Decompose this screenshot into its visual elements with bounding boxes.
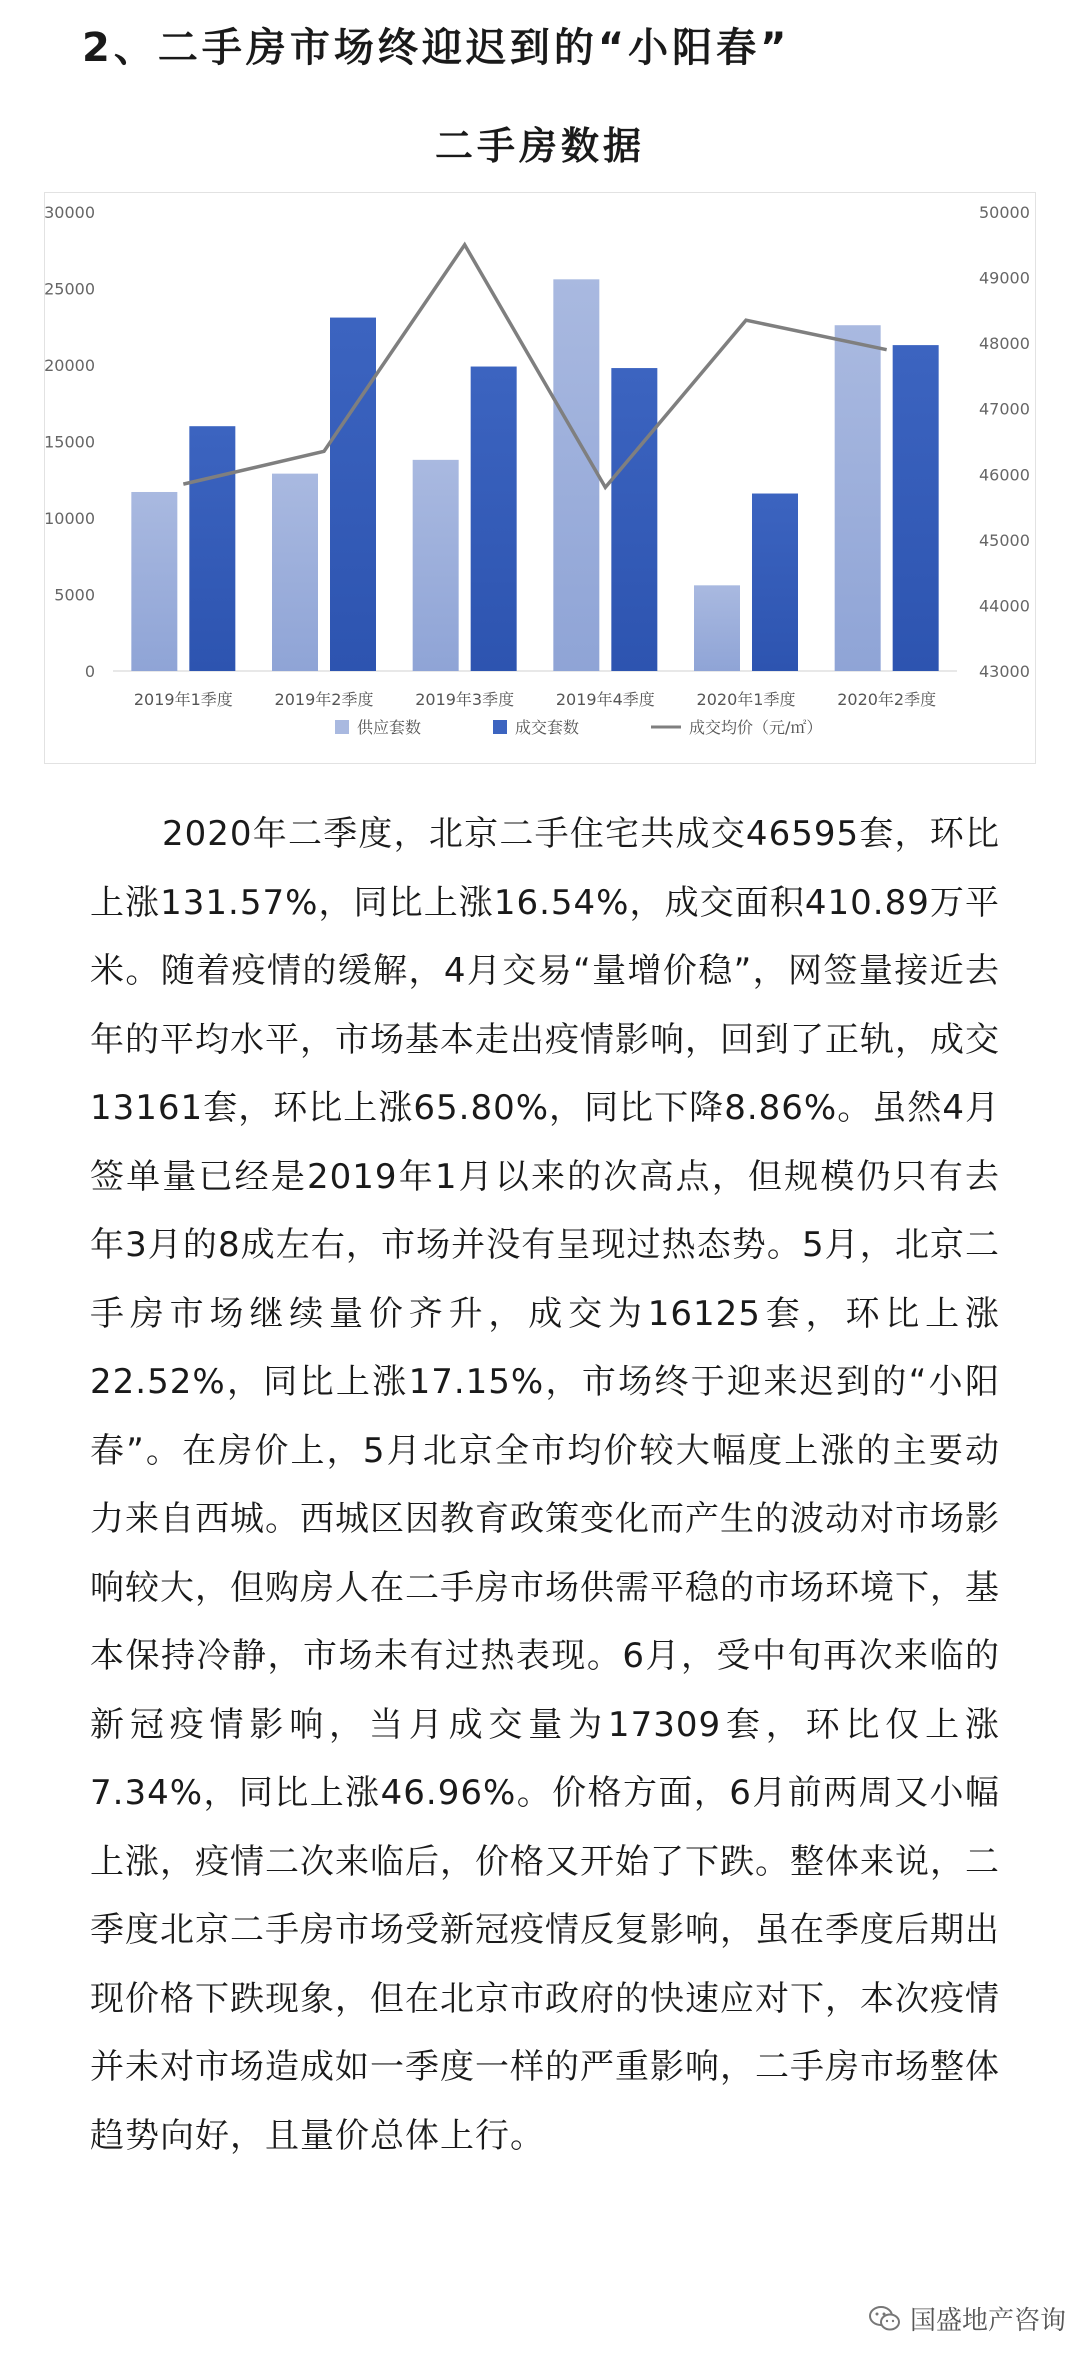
y-tick-label: 20000: [45, 356, 95, 375]
supply-bar: [413, 460, 459, 671]
y-tick-label: 5000: [54, 585, 95, 605]
x-tick-label: 2020年1季度: [696, 690, 796, 709]
chart-container: [44, 192, 1036, 764]
x-tick-label: 2019年2季度: [274, 690, 374, 709]
deal-bar: [330, 318, 376, 671]
y2-tick-label: 47000: [979, 399, 1030, 419]
y2-tick-label: 43000: [979, 662, 1030, 681]
legend-label: 成交均价（元/㎡）: [689, 718, 823, 737]
supply-bar: [694, 585, 740, 671]
article-text: 2020年二季度，北京二手住宅共成交46595套，环比上涨131.57%，同比上涨16.54%，成交面积410.89万平米。随着疫情的缓解，4月交易“量增价稳”，网签量接近去年的平均水平，市场基本走出疫情影响，回到了正轨，成交13161套，环比上涨65.80%，同比下降8.86%。虽然4月签单量已经是2019年1月以来的次高点，但规模仍只有去年3月的8成左右，市场并没有呈现过热态势。5月，北京二手房市场继续量价齐升，成交为16125套，环比上涨22.52%，同比上涨17.15%，市场终于迎来迟到的“小阳春”。在房价上，5月北京全市均价较大幅度上涨的主要动力来自西城。西城区因教育政策变化而产生的波动对市场影响较大，但购房人在二手房市场供需平稳的市场环境下，基本保持冷静，市场未有过热表现。6月，受中旬再次来临的新冠疫情影响，当月成交量为17309套，环比仅上涨7.34%，同比上涨46.96%。价格方面，6月前两周又小幅上涨，疫情二次来临后，价格又开始了下跌。整体来说，二季度北京二手房市场受新冠疫情反复影响，虽在季度后期出现价格下跌现象，但在北京市政府的快速应对下，本次疫情并未对市场造成如一季度一样的严重影响，二手房市场整体趋势向好，且量价总体上行。: [90, 814, 1000, 2156]
article-paragraph: [90, 800, 1000, 2170]
y-tick-label: 15000: [45, 432, 95, 452]
legend-swatch: [335, 720, 349, 734]
y2-tick-label: 48000: [979, 334, 1030, 354]
supply-bar: [272, 474, 318, 671]
y-tick-label: 25000: [45, 279, 95, 299]
price-line: [183, 245, 886, 488]
legend-label: 供应套数: [357, 718, 422, 737]
x-tick-label: 2019年3季度: [415, 690, 515, 709]
deal-bar: [189, 426, 235, 671]
y2-tick-label: 45000: [979, 530, 1030, 550]
legend-swatch: [493, 720, 507, 734]
x-tick-label: 2019年4季度: [555, 690, 655, 709]
y-tick-label: 30000: [45, 203, 95, 222]
y2-tick-label: 49000: [979, 268, 1030, 288]
deal-bar: [893, 345, 939, 671]
deal-bar: [611, 368, 657, 671]
y-tick-label: 10000: [45, 509, 95, 528]
legend-label: 成交套数: [515, 718, 580, 737]
x-tick-label: 2020年2季度: [837, 690, 937, 709]
y2-tick-label: 44000: [979, 596, 1030, 616]
x-tick-label: 2019年1季度: [133, 690, 233, 709]
section-heading: 2、二手房市场终迎迟到的“小阳春”: [82, 25, 791, 71]
chart-title: 二手房数据: [434, 124, 645, 168]
chart-svg: [45, 193, 1035, 763]
supply-bar: [835, 325, 881, 671]
y2-tick-label: 50000: [979, 203, 1030, 222]
watermark-text: 国盛地产咨询: [909, 2306, 1066, 2336]
account-watermark: [868, 2300, 1066, 2337]
wechat-icon: [868, 2304, 902, 2334]
y2-tick-label: 46000: [979, 465, 1030, 485]
supply-bar: [553, 279, 599, 671]
y-tick-label: 0: [84, 662, 95, 681]
deal-bar: [752, 494, 798, 671]
deal-bar: [471, 367, 517, 671]
supply-bar: [131, 492, 177, 671]
